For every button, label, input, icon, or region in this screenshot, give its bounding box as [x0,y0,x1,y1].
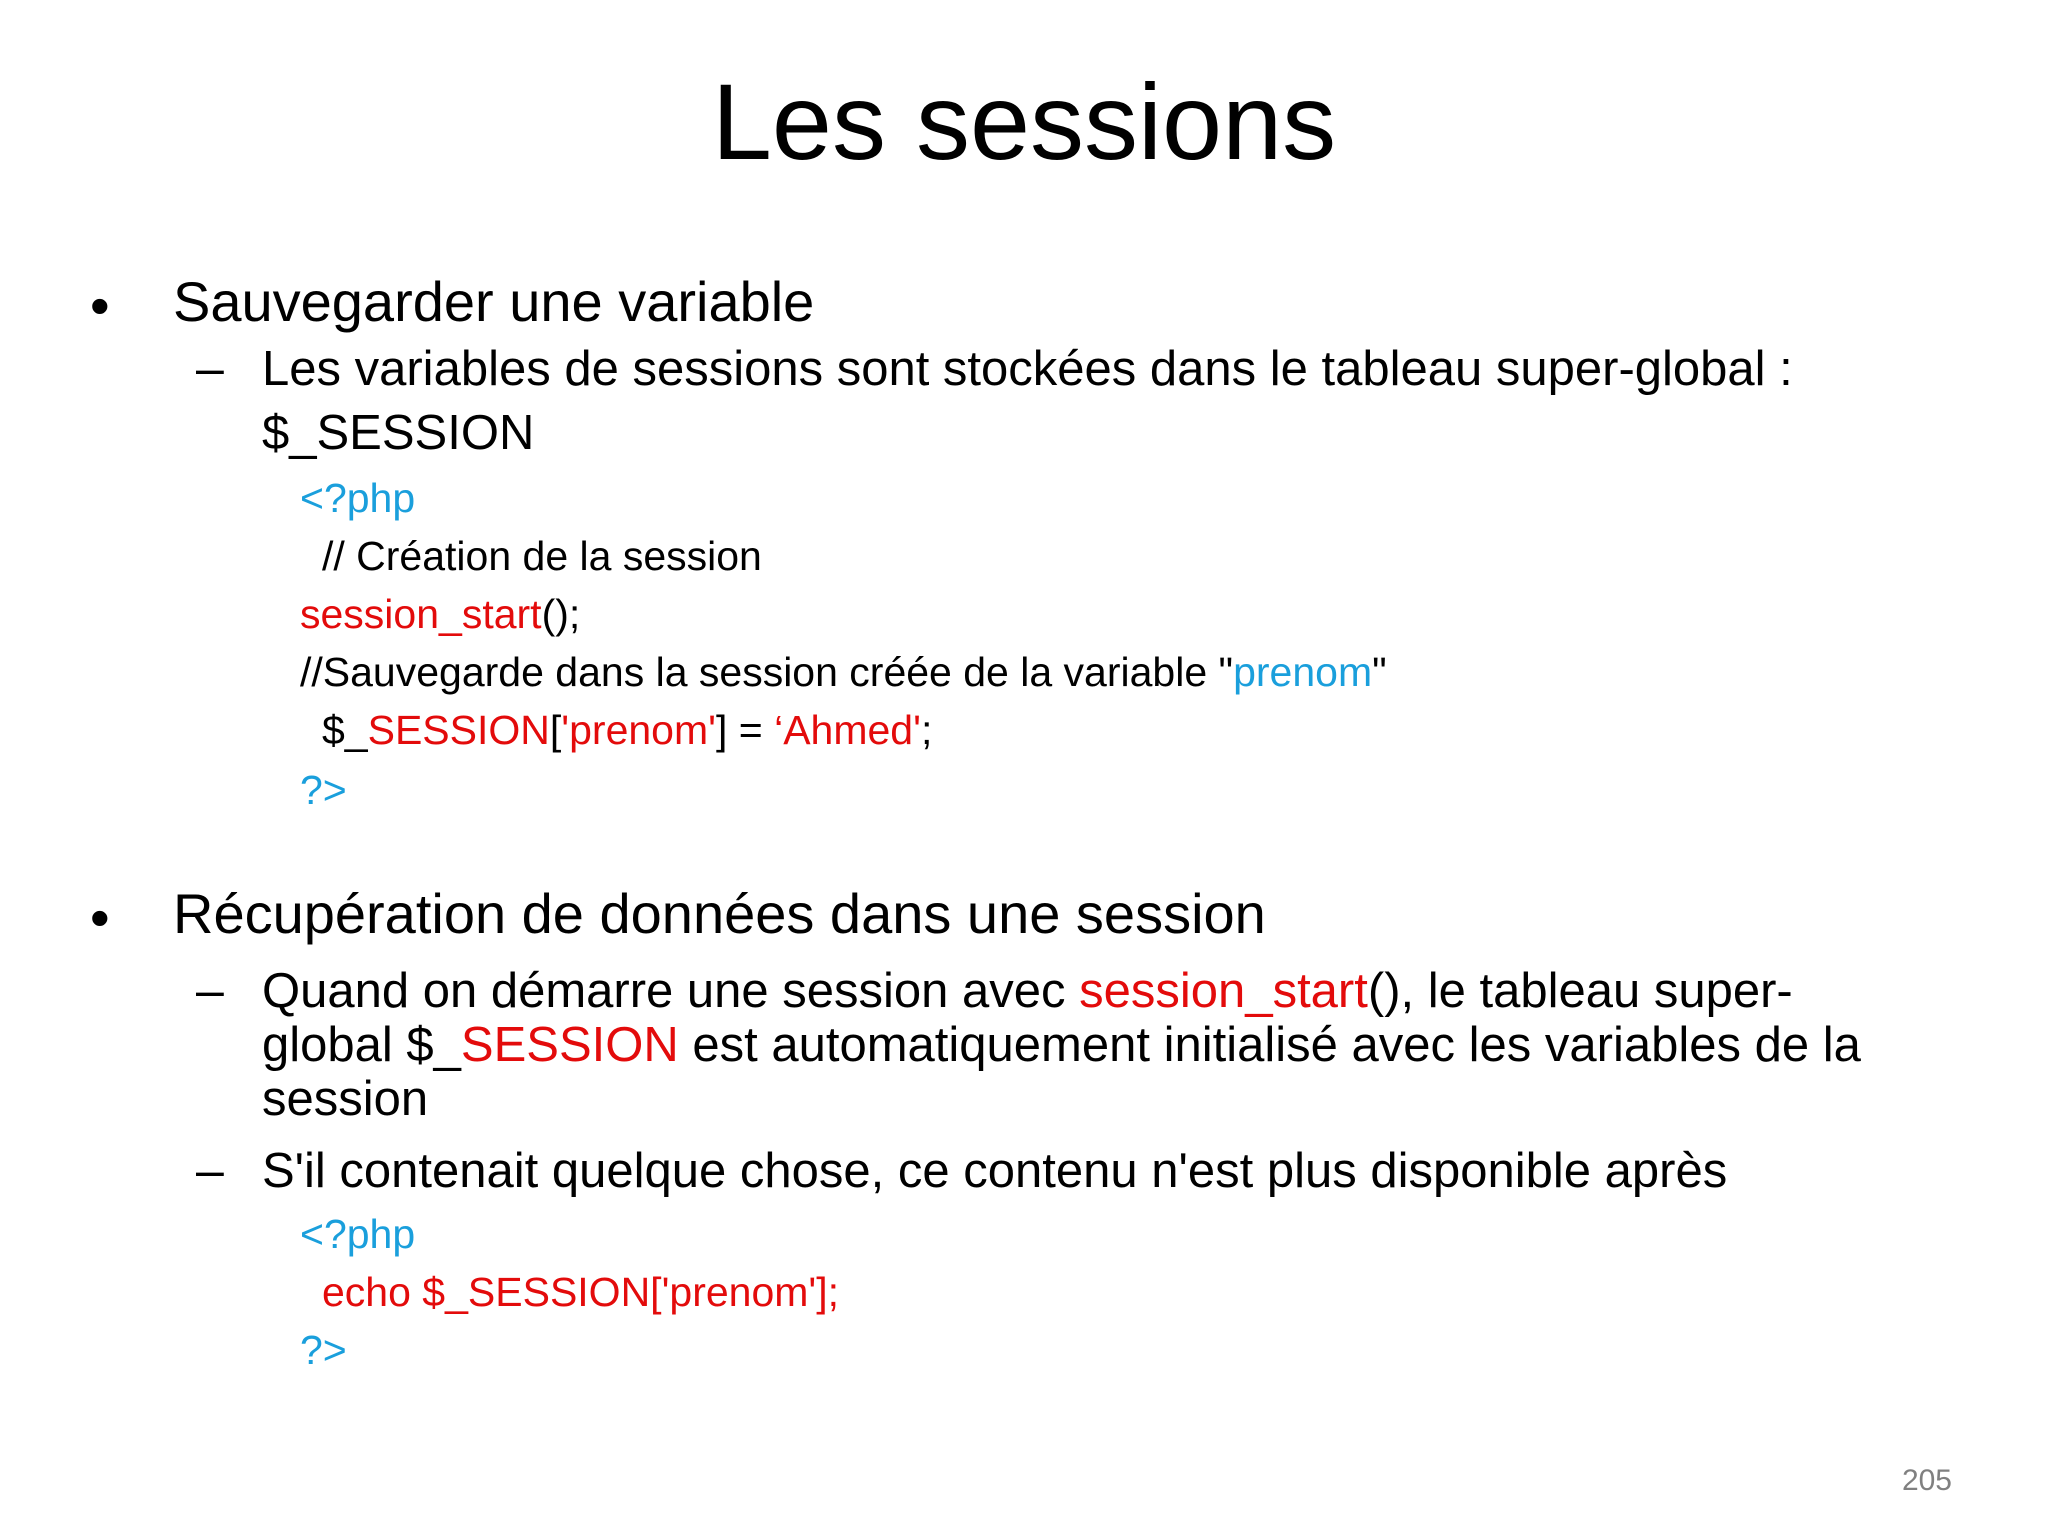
code1-assign-bracket-close: ] = [715,707,775,753]
section2-sub1-line1 [262,964,1793,1019]
code1-comment2-suffix: " [1372,649,1387,695]
section2-sub1-part1: Quand on démarre une session avec [262,964,1080,1018]
code1-comment2-var: prenom [1233,649,1373,695]
code2-close-tag: ?> [300,1327,347,1373]
code1-session-start-rest: (); [541,591,581,637]
bullet-2: • [90,886,110,949]
code1-assign-end: ; [920,707,933,753]
section2-heading: Récupération de données dans une session [173,882,1266,945]
section2-sub1-line2 [262,1018,1861,1073]
section1-heading: Sauvegarder une variable [173,270,815,333]
section2-sub1-part2: (), le tableau super- [1367,964,1793,1018]
code1-assign-dollar: $_ [322,707,368,753]
section2-sub1-line2-part2: est automatiquement initialisé avec les variables de la [678,1018,1861,1072]
section2-sub1-line3: session [262,1072,429,1126]
code1-comment2-prefix: //Sauvegarde dans la session créée de la variable " [300,649,1234,695]
code1-session-start-line [300,590,580,638]
bullet-1: • [90,274,110,337]
dash-1: – [196,340,224,396]
dash-2: – [196,962,224,1018]
section1-sub1-line2: $_SESSION [262,406,535,460]
slide-title: Les sessions [711,61,1337,182]
section2-sub2: S'il contenait quelque chose, ce contenu n'est plus disponible après [262,1144,1728,1198]
code2-echo-line: echo $_SESSION['prenom']; [322,1269,840,1315]
section2-sub1-fn: session_start [1079,964,1368,1018]
section2-sub1-line2-part1: global $_ [262,1018,461,1072]
code1-assign-key: 'prenom' [561,707,716,753]
section1-sub1-line1: Les variables de sessions sont stockées dans le tableau super-global : [262,342,1793,396]
code1-comment2-line [300,648,1387,696]
code1-close-tag: ?> [300,767,347,813]
code1-assign-value: ‘Ahmed' [774,707,921,753]
code1-assign-session: SESSION [367,707,550,753]
code1-assign-bracket-open: [ [549,707,562,753]
section2-sub1-line2-session: SESSION [460,1018,679,1072]
code1-session-start-fn: session_start [300,591,542,637]
code1-comment1: // Création de la session [322,533,762,579]
code1-open-tag: <?php [300,475,416,521]
code1-assign-line [322,706,932,754]
dash-3: – [196,1142,224,1198]
code2-open-tag: <?php [300,1211,416,1257]
page-number: 205 [1901,1464,1952,1497]
